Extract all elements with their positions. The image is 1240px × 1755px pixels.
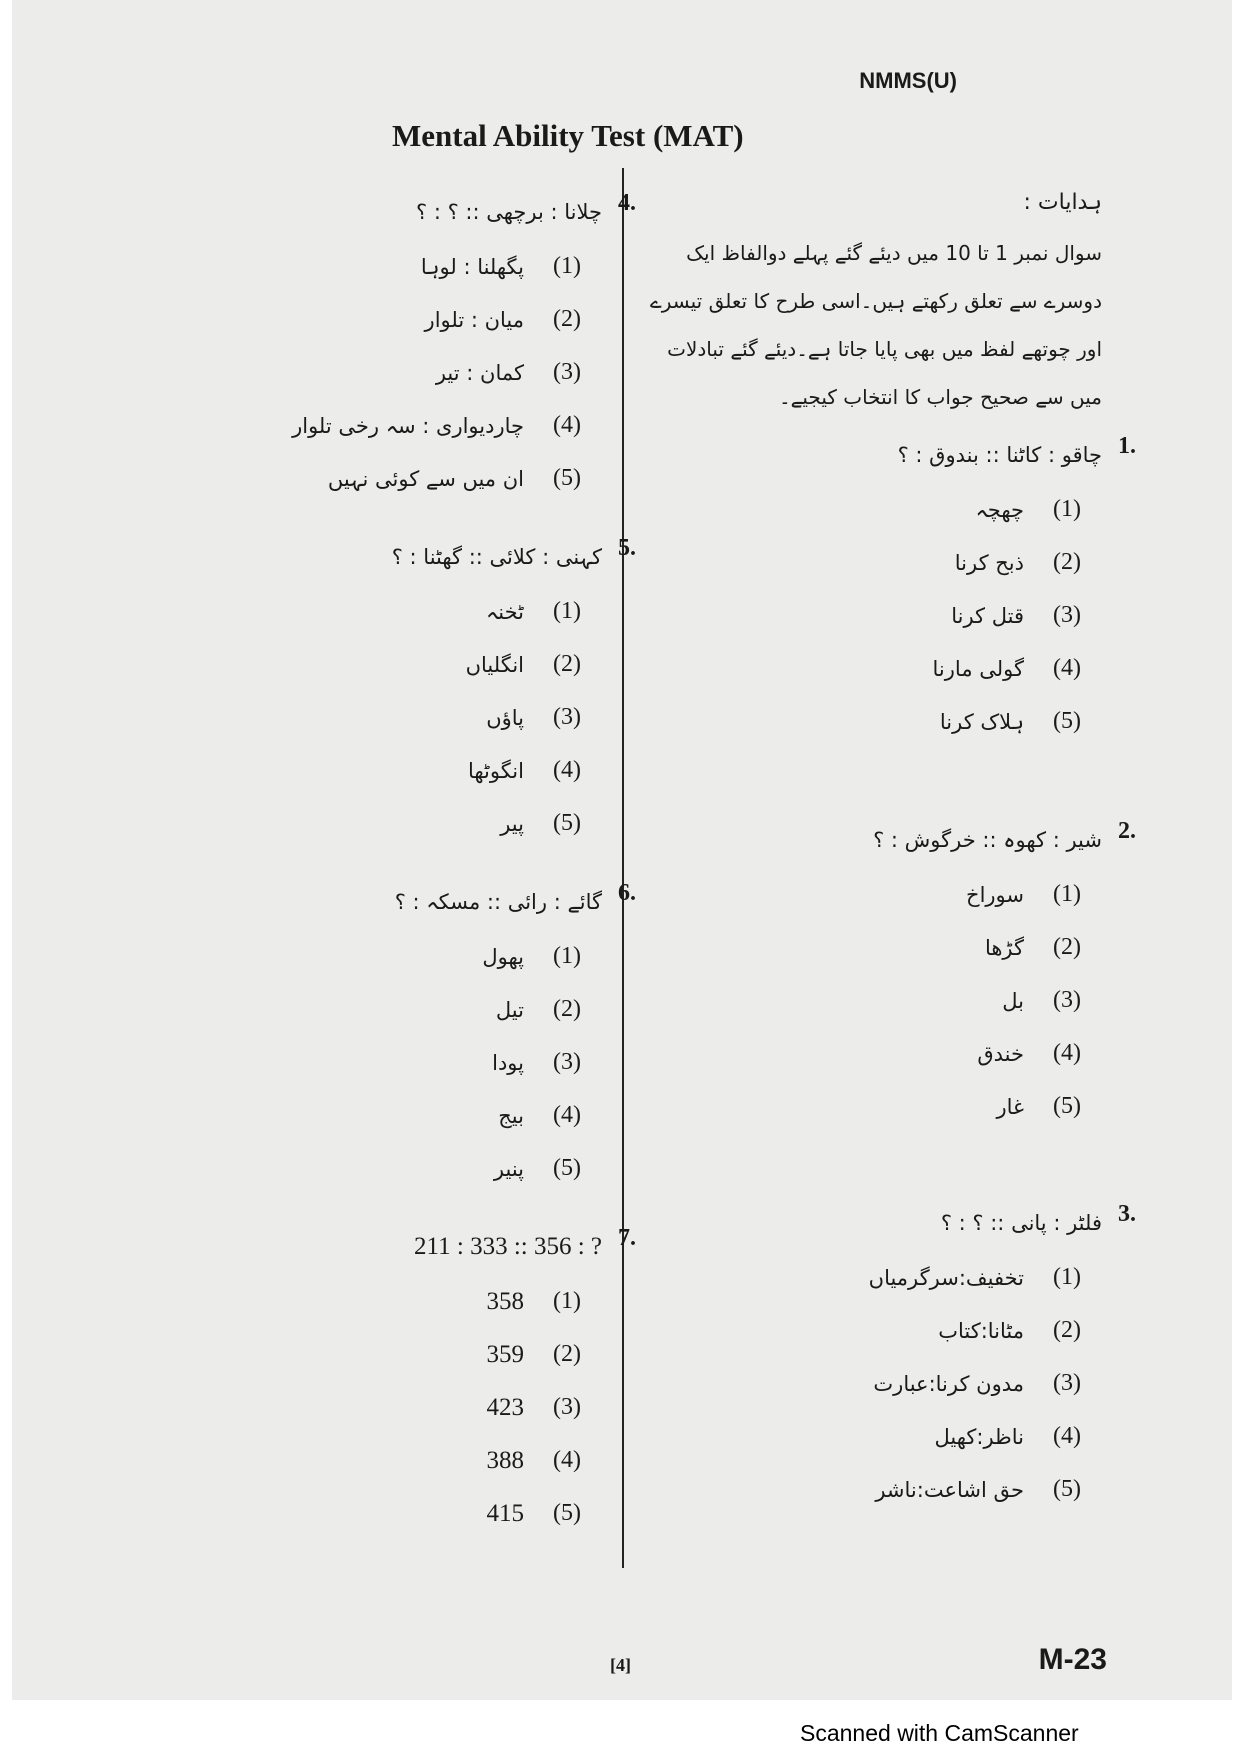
question-number: .2 — [1118, 818, 1136, 844]
option-text: بیج — [498, 1103, 524, 1128]
option-text: 415 — [486, 1499, 524, 1527]
option[interactable] — [272, 585, 602, 638]
option-number: (1) — [553, 943, 581, 969]
question-stem: 211 : 333 :: 356 : ? — [414, 1233, 602, 1260]
option-text: پاؤں — [486, 705, 524, 730]
option[interactable] — [272, 1036, 602, 1089]
option[interactable] — [632, 695, 1102, 748]
exam-code: NMMS(U) — [859, 68, 957, 93]
question-stem: گائے : رائی :: مسکہ : ؟ — [394, 890, 602, 914]
option[interactable] — [632, 974, 1102, 1027]
option-text: میان : تلوار — [424, 307, 524, 332]
option[interactable] — [632, 1251, 1102, 1304]
option-text: پگھلنا : لوہا — [420, 254, 524, 279]
option[interactable] — [632, 536, 1102, 589]
option[interactable] — [272, 983, 602, 1036]
question-number: .3 — [1118, 1201, 1136, 1227]
option-number: (5) — [553, 1155, 581, 1181]
option-number: (1) — [1053, 496, 1081, 522]
option[interactable] — [272, 930, 602, 983]
question-stem: کہنی : کلائی :: گھٹنا : ؟ — [391, 545, 602, 569]
option-text: تخفیف:سرگرمیاں — [868, 1265, 1024, 1290]
option[interactable] — [272, 1487, 602, 1540]
question-stem: فلٹر : پانی :: ؟ : ؟ — [940, 1211, 1102, 1235]
option-number: (1) — [553, 1288, 581, 1314]
option-number: (5) — [553, 465, 581, 491]
option[interactable] — [632, 589, 1102, 642]
option[interactable] — [632, 1080, 1102, 1133]
option-text: کمان : تیر — [435, 360, 524, 385]
option-text: خندق — [977, 1041, 1024, 1066]
option-number: (4) — [1053, 1423, 1081, 1449]
option-text: 388 — [486, 1446, 524, 1474]
question-number: .7 — [618, 1225, 636, 1251]
option-text: حق اشاعت:ناشر — [875, 1477, 1024, 1502]
option-number: (4) — [1053, 1040, 1081, 1066]
question-number: .1 — [1118, 433, 1136, 459]
option[interactable] — [632, 921, 1102, 974]
instructions-heading: ہدایات : — [1023, 190, 1102, 215]
option[interactable] — [272, 638, 602, 691]
option-number: (1) — [1053, 881, 1081, 907]
question-number: .4 — [618, 190, 636, 216]
option-text: پودا — [492, 1050, 524, 1075]
option[interactable] — [272, 1381, 602, 1434]
option-text: گولی مارنا — [932, 656, 1024, 681]
option-number: (4) — [553, 412, 581, 438]
option-number: (3) — [553, 1394, 581, 1420]
scanner-watermark: Scanned with CamScanner — [800, 1720, 1079, 1746]
question-6 — [272, 880, 636, 1195]
option-number: (4) — [553, 757, 581, 783]
option[interactable] — [272, 1089, 602, 1142]
question-stem: چلانا : برچھی :: ؟ : ؟ — [416, 200, 602, 224]
option-number: (5) — [553, 1500, 581, 1526]
option-text: بل — [1002, 988, 1024, 1013]
option-text: مدون کرنا:عبارت — [873, 1371, 1024, 1396]
option[interactable] — [272, 797, 602, 850]
option[interactable] — [632, 1410, 1102, 1463]
column-divider — [622, 168, 624, 1568]
question-2 — [632, 818, 1136, 1133]
option[interactable] — [272, 346, 602, 399]
option-text: ذبح کرنا — [954, 550, 1024, 575]
option-number: (3) — [1053, 1370, 1081, 1396]
option-text: پیر — [500, 811, 524, 836]
option-number: (4) — [553, 1102, 581, 1128]
option[interactable] — [632, 1304, 1102, 1357]
option[interactable] — [272, 1434, 602, 1487]
option[interactable] — [272, 1328, 602, 1381]
question-7 — [272, 1225, 636, 1540]
option-number: (5) — [553, 810, 581, 836]
option-text: ٹخنہ — [485, 599, 524, 624]
right-column — [632, 190, 1136, 1516]
option-number: (2) — [1053, 1317, 1081, 1343]
option-text: چاردیواری : سہ رخی تلوار — [292, 413, 524, 438]
option[interactable] — [632, 868, 1102, 921]
option-number: (1) — [1053, 1264, 1081, 1290]
option-number: (3) — [1053, 987, 1081, 1013]
option-text: انگوٹھا — [467, 758, 524, 783]
option[interactable] — [272, 293, 602, 346]
option-text: پھول — [482, 944, 524, 969]
question-number: .6 — [618, 880, 636, 906]
option-text: 359 — [486, 1340, 524, 1368]
option[interactable] — [272, 1142, 602, 1195]
option-text: ناظر:کھیل — [934, 1424, 1024, 1449]
option-number: (1) — [553, 598, 581, 624]
question-3 — [632, 1201, 1136, 1516]
option[interactable] — [272, 744, 602, 797]
option[interactable] — [272, 1275, 602, 1328]
option-number: (5) — [1053, 708, 1081, 734]
option-number: (2) — [553, 306, 581, 332]
option-number: (4) — [1053, 655, 1081, 681]
option-number: (1) — [553, 253, 581, 279]
option-number: (2) — [1053, 934, 1081, 960]
option-number: (2) — [1053, 549, 1081, 575]
option-number: (2) — [553, 1341, 581, 1367]
question-number: .5 — [618, 535, 636, 561]
option[interactable] — [272, 399, 602, 452]
option[interactable] — [632, 1357, 1102, 1410]
option-text: سوراخ — [966, 882, 1024, 907]
option-text: انگلیاں — [465, 652, 524, 677]
option-text: چھچہ — [975, 497, 1024, 522]
exam-page — [12, 0, 1232, 1700]
option-text: پنیر — [493, 1156, 524, 1181]
option-text: غار — [996, 1094, 1024, 1119]
option-text: گڑھا — [984, 935, 1024, 960]
option-text: 423 — [486, 1393, 524, 1421]
page-title: Mental Ability Test (MAT) — [392, 118, 744, 153]
option-number: (3) — [1053, 602, 1081, 628]
option[interactable] — [272, 691, 602, 744]
option-text: 358 — [486, 1287, 524, 1315]
left-column — [272, 190, 636, 1540]
option-text: تیل — [495, 997, 524, 1022]
option-text: ہلاک کرنا — [939, 709, 1024, 734]
option[interactable] — [272, 452, 602, 505]
option-text: قتل کرنا — [951, 603, 1024, 628]
booklet-code: M-23 — [1038, 1643, 1107, 1676]
option-number: (5) — [1053, 1476, 1081, 1502]
option-number: (3) — [553, 704, 581, 730]
option-number: (4) — [553, 1447, 581, 1473]
option[interactable] — [632, 483, 1102, 536]
option-number: (3) — [553, 359, 581, 385]
question-5 — [272, 535, 636, 850]
option[interactable] — [272, 240, 602, 293]
page-number: [4] — [610, 1655, 631, 1675]
option-number: (3) — [553, 1049, 581, 1075]
option[interactable] — [632, 642, 1102, 695]
option[interactable] — [632, 1027, 1102, 1080]
option[interactable] — [632, 1463, 1102, 1516]
option-number: (2) — [553, 651, 581, 677]
question-4 — [272, 190, 636, 505]
option-text: مٹانا:کتاب — [938, 1318, 1024, 1343]
option-text: ان میں سے کوئی نہیں — [327, 466, 524, 491]
instructions-text: سوال نمبر 1 تا 10 میں دیئے گئے پہلے دوالفاظ ایک دوسرے سے تعلق رکھتے ہیں۔اسی طرح کا تعلق تیسرے اور چوتھے لفظ میں بھی پایا جاتا ہے۔دیئے گئے تبادلات میں سے صحیح جواب کا انتخاب کیجیے۔ — [650, 241, 1102, 409]
question-stem: چاقو : کاٹنا :: بندوق : ؟ — [897, 443, 1102, 467]
question-stem: شیر : کھوہ :: خرگوش : ؟ — [873, 828, 1102, 852]
option-number: (5) — [1053, 1093, 1081, 1119]
option-number: (2) — [553, 996, 581, 1022]
question-1 — [632, 433, 1136, 748]
